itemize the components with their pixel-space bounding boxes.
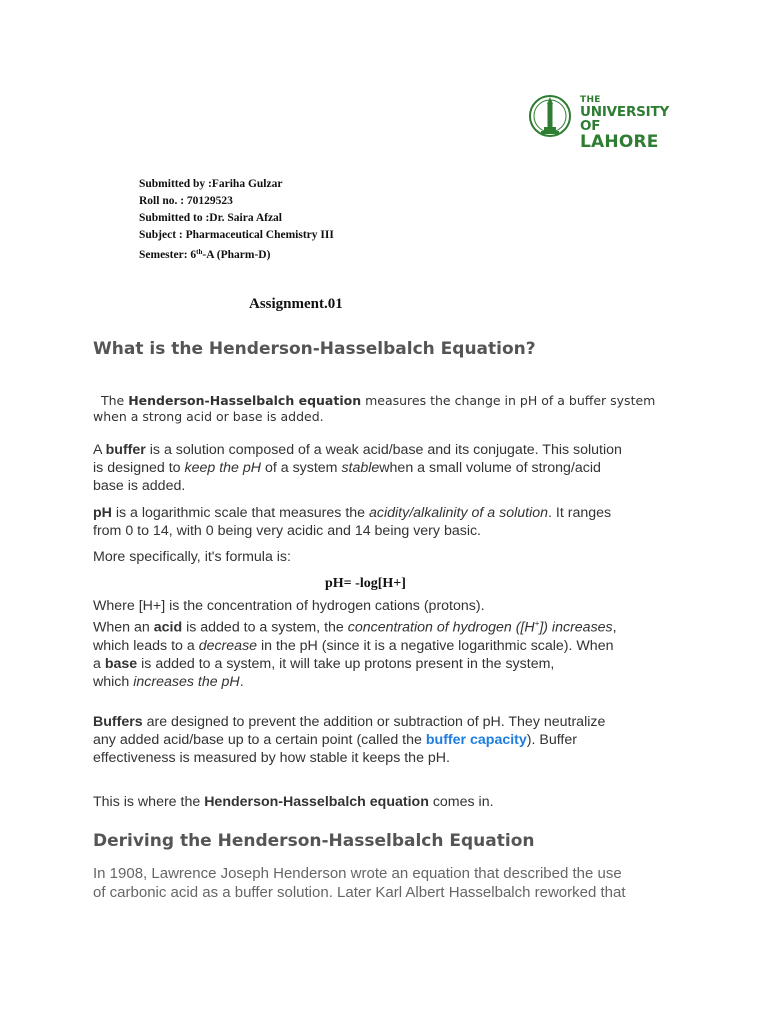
ph-formula: pH= -log[H+]	[325, 576, 406, 591]
heading-what-is: What is the Henderson-Hasselbalch Equation?	[93, 339, 536, 359]
formula-intro: More specifically, it's formula is:	[93, 549, 291, 565]
university-logo	[528, 94, 688, 152]
buffer-capacity-link[interactable]: buffer capacity	[425, 732, 527, 748]
heading-deriving: Deriving the Henderson-Hasselbalch Equation	[93, 831, 535, 851]
intro-paragraph: The Henderson-Hasselbalch equation measures the change in pH of a buffer system when a strong acid or base is added.	[93, 393, 656, 424]
tower-emblem-icon	[528, 94, 576, 140]
assignment-title: Assignment.01	[249, 296, 343, 312]
logo-line-university: UNIVERSITY OF	[580, 104, 670, 134]
university-name	[580, 96, 688, 151]
submitted-by: Submitted by :Fariha Gulzar	[139, 178, 283, 190]
submission-info	[139, 176, 334, 261]
history-paragraph: In 1908, Lawrence Joseph Henderson wrote an equation that described the use of carbonic acid as a buffer solution. Later Karl Albert Hasselbalch reworked that	[93, 865, 626, 901]
submitted-to: Submitted to :Dr. Saira Afzal	[139, 212, 283, 224]
semester: Semester: 6th-A (Pharm-D)	[139, 248, 271, 261]
roll-no: Roll no. : 70129523	[139, 195, 233, 207]
subject: Subject : Pharmaceutical Chemistry III	[139, 229, 334, 241]
buffers-paragraph: Buffers are designed to prevent the addition or subtraction of pH. They neutralize any added acid/base up to a certain point (called the buffer capacity). Buffer effectiveness is measured by how stable it keeps the pH.	[93, 714, 606, 766]
buffer-definition: A buffer is a solution composed of a weak acid/base and its conjugate. This solution is designed to keep the pH of a system stablewhen a small volume of strong/acid base is added.	[93, 442, 622, 494]
logo-line-lahore: LAHORE	[580, 132, 659, 152]
ph-definition: pH is a logarithmic scale that measures the acidity/alkalinity of a solution. It ranges from 0 to 14, with 0 being very acidic and 14 being very basic.	[93, 505, 612, 539]
logo-line-the: THE	[580, 95, 601, 105]
acid-base-explanation: Where [H+] is the concentration of hydrogen cations (protons). When an acid is added to a system, the concentration of hydrogen ([H+]) increases, which leads to a decrease in the pH (since it is a negative logarithmic scale). When a base is added to a system, it will take up protons present in the system, which increases the pH.	[93, 598, 617, 690]
where-paragraph: This is where the Henderson-Hasselbalch equation comes in.	[93, 794, 494, 810]
